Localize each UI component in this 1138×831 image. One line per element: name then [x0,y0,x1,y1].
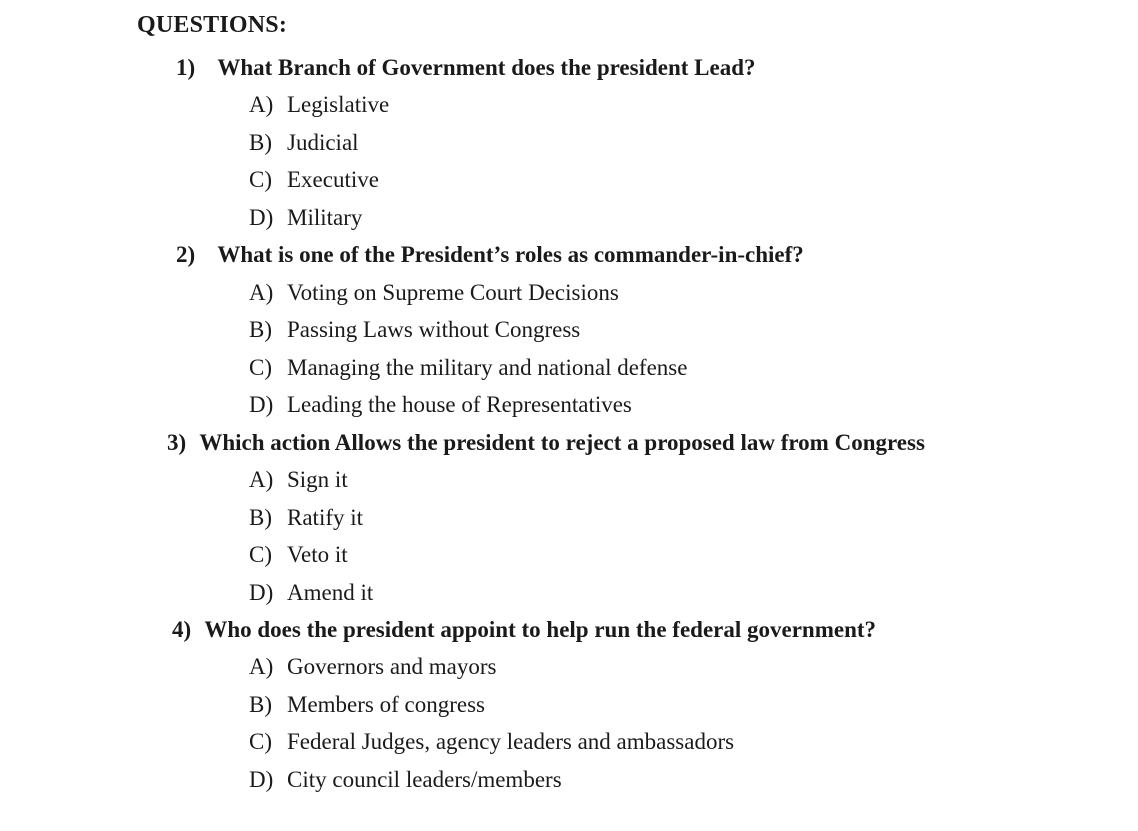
answer-option[interactable] [249,727,734,757]
answer-option[interactable] [249,540,348,570]
answer-option[interactable] [249,503,363,533]
question-1 [176,53,756,83]
answer-option[interactable] [249,578,373,608]
answer-option[interactable] [249,465,348,495]
option-letter: C) [249,355,272,380]
option-letter: C) [249,729,272,754]
option-letter: D) [249,205,274,230]
option-letter: A) [249,92,274,117]
option-letter: A) [249,280,274,305]
option-letter: B) [249,505,272,530]
question-text: Which action Allows the president to reject a proposed law from Congress [199,430,925,455]
option-text: Managing the military and national defense [287,355,688,380]
option-text: Federal Judges, agency leaders and ambassadors [287,729,735,754]
option-letter: C) [249,542,272,567]
answer-option[interactable] [249,690,485,720]
option-letter: C) [249,167,272,192]
option-text: Executive [287,167,379,192]
question-2 [176,240,804,270]
option-text: Ratify it [287,505,364,530]
answer-option[interactable] [249,203,362,233]
option-letter: D) [249,767,274,792]
option-text: Veto it [287,542,348,567]
option-text: City council leaders/members [287,767,562,792]
question-text: What Branch of Government does the president Lead? [217,55,756,80]
answer-option[interactable] [249,765,562,795]
option-letter: A) [249,654,274,679]
option-text: Sign it [287,467,348,492]
answer-option[interactable] [249,128,359,158]
option-text: Leading the house of Representatives [287,392,632,417]
option-text: Passing Laws without Congress [287,317,581,342]
answer-option[interactable] [249,90,389,120]
option-letter: B) [249,317,272,342]
option-text: Amend it [287,580,374,605]
option-text: Legislative [287,92,390,117]
option-letter: B) [249,130,272,155]
answer-option[interactable] [249,165,379,195]
question-text: What is one of the President’s roles as commander-in-chief? [217,242,804,267]
question-3 [167,428,925,458]
answer-option[interactable] [249,315,580,345]
option-text: Military [287,205,363,230]
option-letter: B) [249,692,272,717]
answer-option[interactable] [249,652,497,682]
option-letter: D) [249,580,274,605]
question-4 [172,615,876,645]
answer-option[interactable] [249,278,619,308]
option-letter: D) [249,392,274,417]
option-text: Members of congress [287,692,486,717]
question-text: Who does the president appoint to help run the federal government? [204,617,877,642]
option-text: Governors and mayors [287,654,497,679]
question-number: 2) [176,242,196,267]
option-letter: A) [249,467,274,492]
question-number: 3) [167,430,187,455]
option-text: Judicial [287,130,359,155]
question-number: 1) [176,55,196,80]
answer-option[interactable] [249,390,632,420]
answer-option[interactable] [249,353,687,383]
option-text: Voting on Supreme Court Decisions [287,280,619,305]
question-number: 4) [172,617,192,642]
page-title: QUESTIONS: [137,12,288,38]
